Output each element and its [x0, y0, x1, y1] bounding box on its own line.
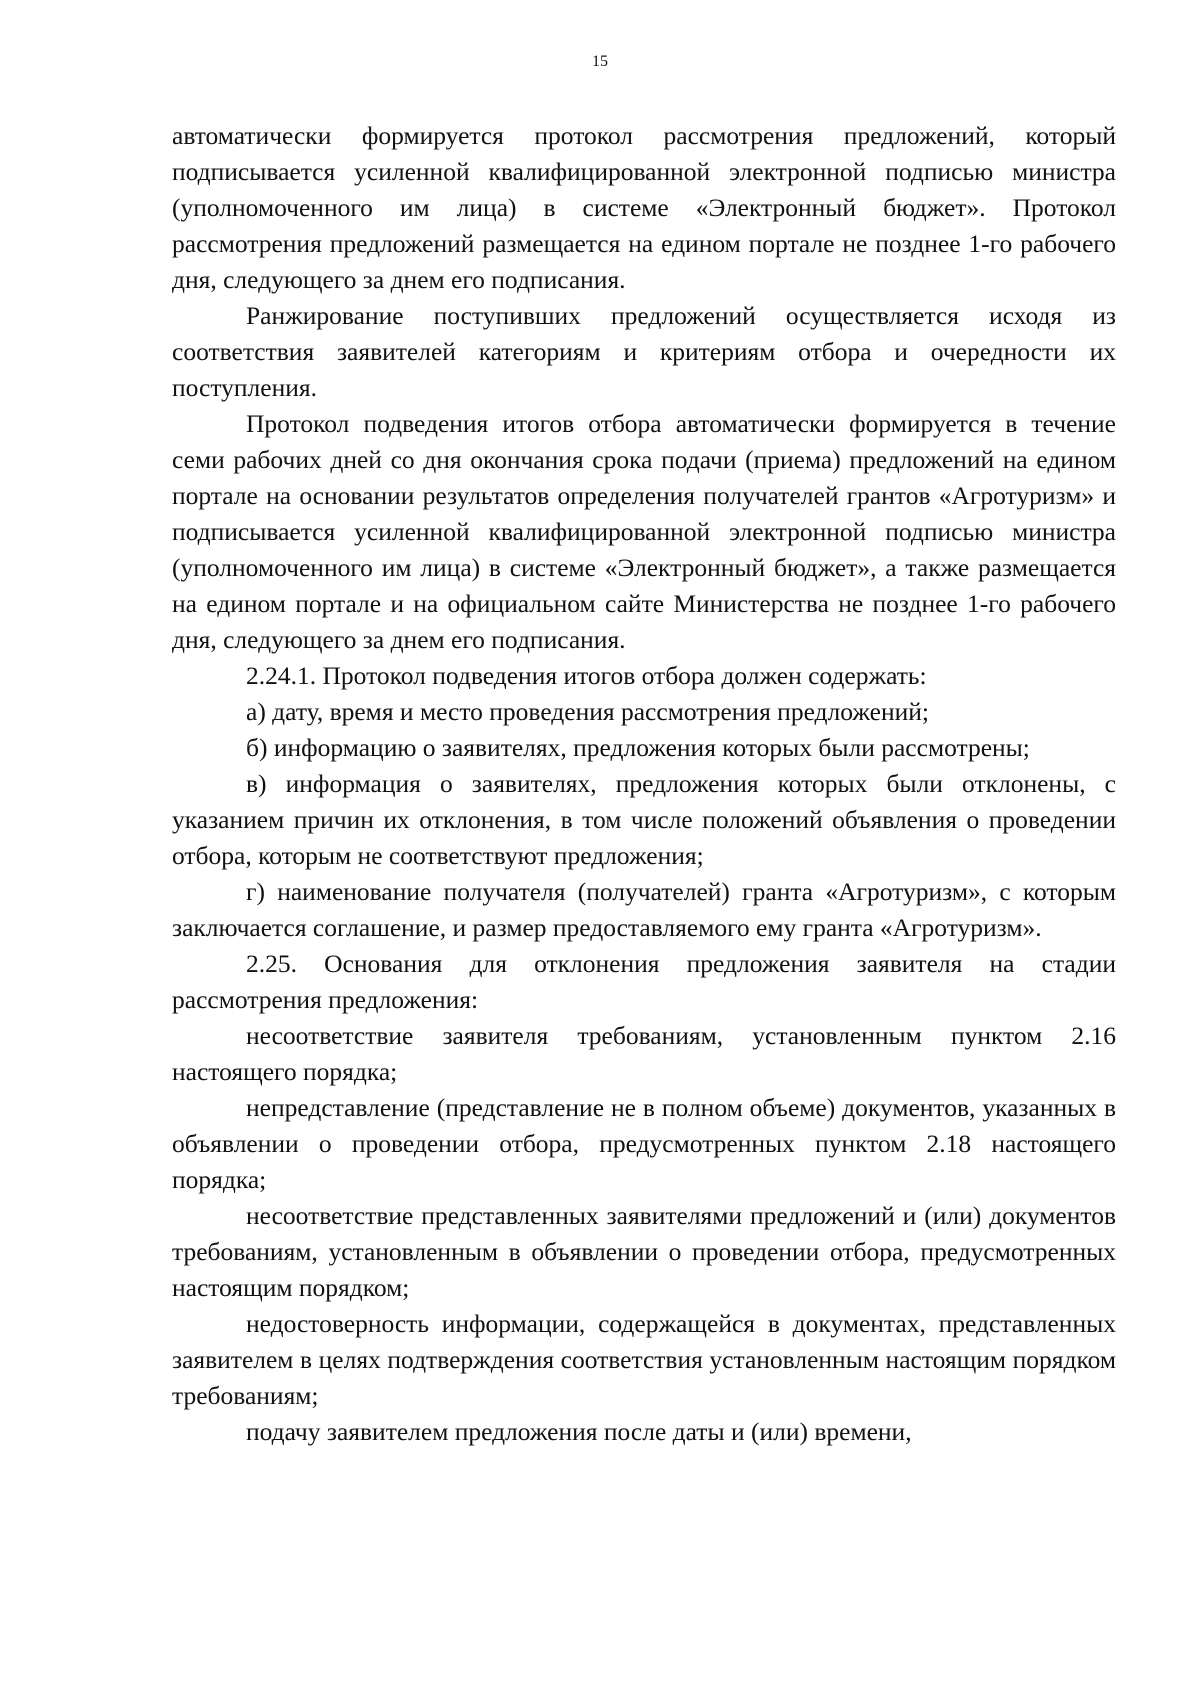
- document-body: [172, 118, 1116, 1450]
- paragraph: автоматически формируется протокол рассмотрения предложений, который подписывается усиленной квалифицированной электронной подписью министра (уполномоченного им лица) в системе «Электронный бюджет». Протокол рассмотрения предложений размещается на едином портале не позднее 1-го рабочего дня, следующего за днем его подписания.: [172, 121, 1116, 294]
- paragraph: недостоверность информации, содержащейся в документах, представленных заявителем в целях подтверждения соответствия установленным настоящим порядком требованиям;: [172, 1309, 1116, 1410]
- paragraph: 2.24.1. Протокол подведения итогов отбора должен содержать:: [246, 661, 927, 690]
- paragraph: Ранжирование поступивших предложений осуществляется исходя из соответствия заявителей категориям и критериям отбора и очередности их поступления.: [172, 301, 1116, 402]
- paragraph: 2.25. Основания для отклонения предложения заявителя на стадии рассмотрения предложения:: [172, 949, 1116, 1014]
- paragraph: а) дату, время и место проведения рассмотрения предложений;: [246, 697, 929, 726]
- paragraph: б) информацию о заявителях, предложения которых были рассмотрены;: [246, 733, 1030, 762]
- paragraph: г) наименование получателя (получателей) гранта «Агротуризм», с которым заключается соглашение, и размер предоставляемого ему гранта «Агротуризм».: [172, 877, 1116, 942]
- page-number: 15: [592, 53, 608, 70]
- paragraph: в) информация о заявителях, предложения которых были отклонены, с указанием причин их отклонения, в том числе положений объявления о проведении отбора, которым не соответствуют предложения;: [172, 769, 1116, 870]
- paragraph: Протокол подведения итогов отбора автоматически формируется в течение семи рабочих дней со дня окончания срока подачи (приема) предложений на едином портале на основании результатов определения получателей грантов «Агротуризм» и подписывается усиленной квалифицированной электронной подписью министра (уполномоченного им лица) в системе «Электронный бюджет», а также размещается на едином портале и на официальном сайте Министерства не позднее 1-го рабочего дня, следующего за днем его подписания.: [172, 409, 1116, 654]
- paragraph: несоответствие заявителя требованиям, установленным пунктом 2.16 настоящего порядка;: [172, 1021, 1116, 1086]
- paragraph: подачу заявителем предложения после даты и (или) времени,: [246, 1417, 912, 1446]
- paragraph: непредставление (представление не в полном объеме) документов, указанных в объявлении о проведении отбора, предусмотренных пунктом 2.18 настоящего порядка;: [172, 1093, 1116, 1194]
- paragraph: несоответствие представленных заявителями предложений и (или) документов требованиям, установленным в объявлении о проведении отбора, предусмотренных настоящим порядком;: [172, 1201, 1116, 1302]
